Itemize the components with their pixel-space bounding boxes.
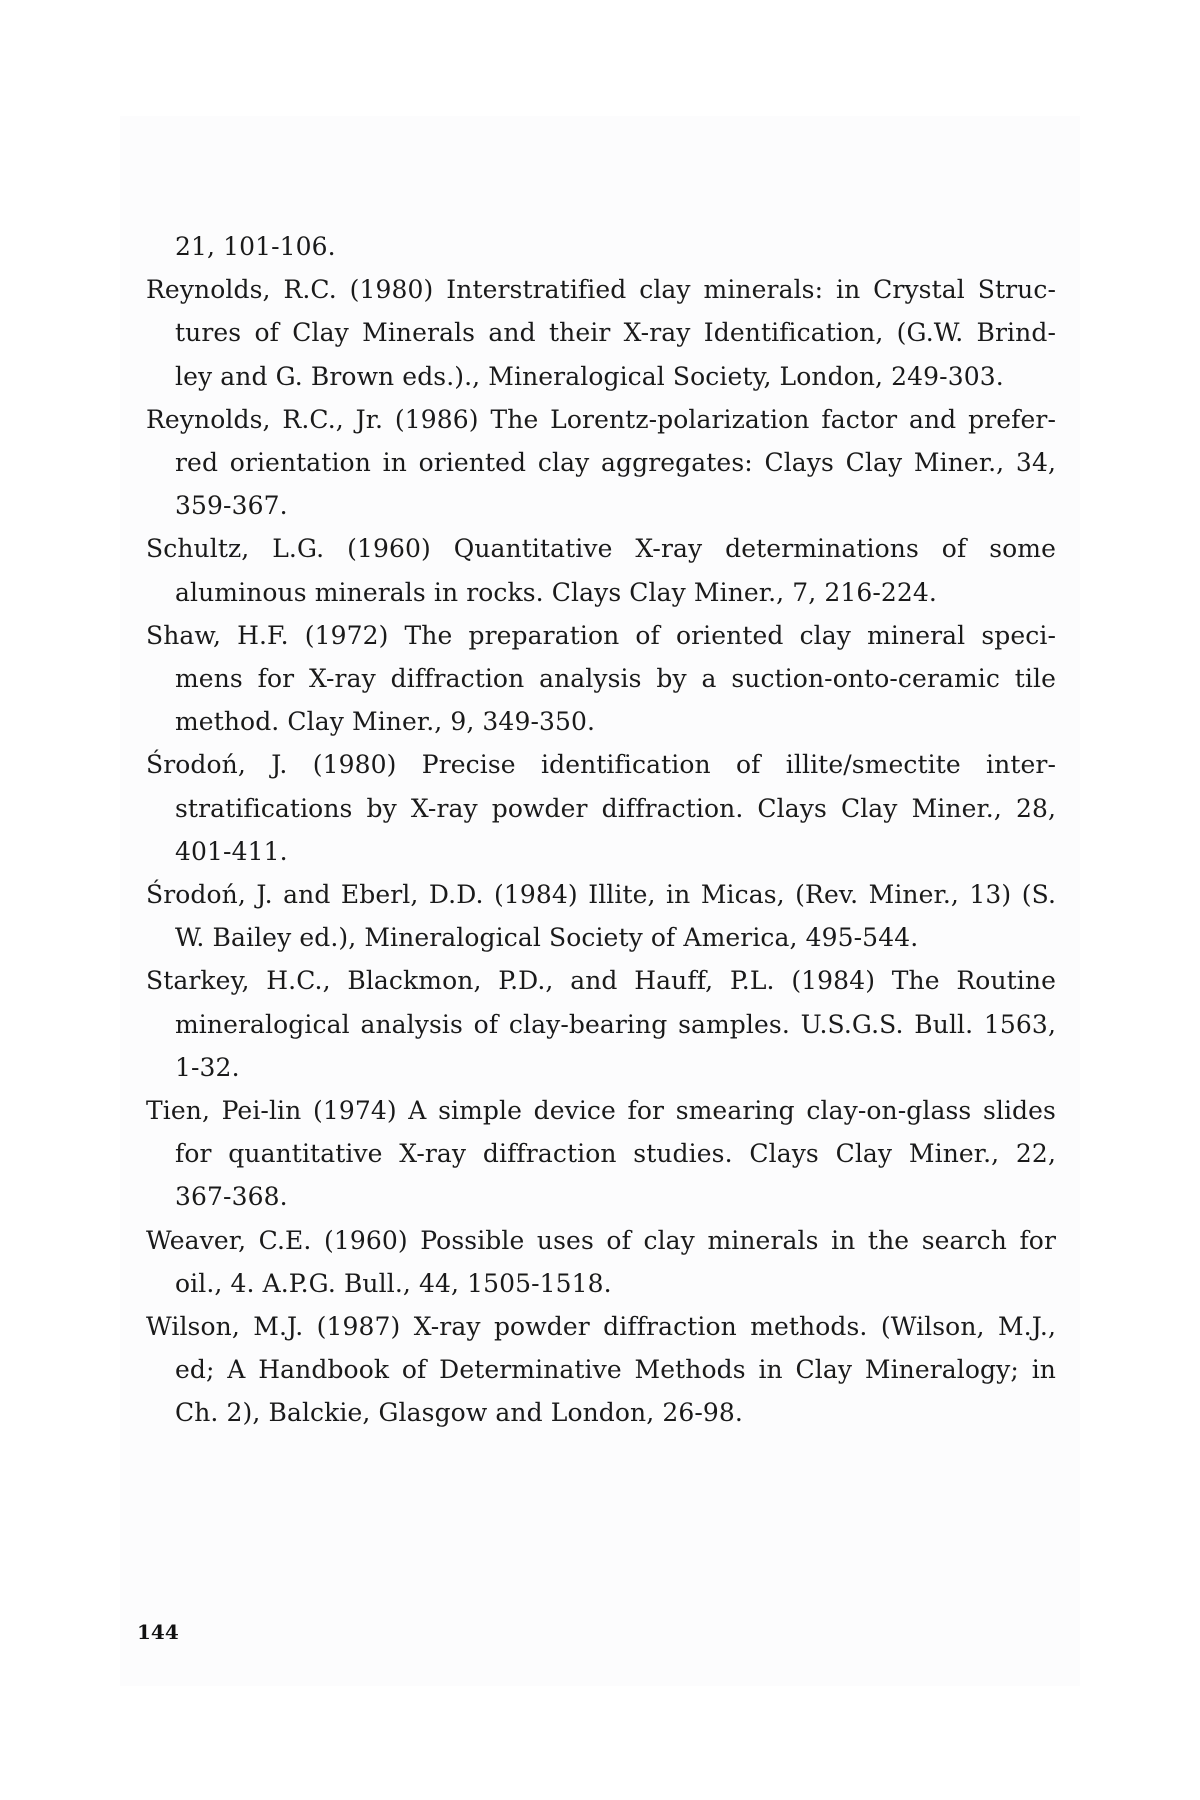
reference-line: stratifications by X-ray powder diffraction. Clays Clay Miner., 28, bbox=[175, 794, 1056, 823]
reference-line: oil., 4. A.P.G. Bull., 44, 1505-1518. bbox=[175, 1269, 612, 1298]
reference-entry-start: Środoń, J. (1980) Precise identification of illite/smectite inter- bbox=[146, 750, 1056, 779]
reference-line: Ch. 2), Balckie, Glasgow and London, 26-98. bbox=[175, 1398, 743, 1427]
reference-entry-start: Shaw, H.F. (1972) The preparation of oriented clay mineral speci- bbox=[146, 621, 1056, 650]
page-number: 144 bbox=[137, 1620, 179, 1644]
reference-line: mens for X-ray diffraction analysis by a suction-onto-ceramic tile bbox=[175, 664, 1056, 693]
reference-line: for quantitative X-ray diffraction studies. Clays Clay Miner., 22, bbox=[175, 1139, 1056, 1168]
reference-entry-start: Weaver, C.E. (1960) Possible uses of clay minerals in the search for bbox=[146, 1226, 1056, 1255]
reference-line: ley and G. Brown eds.)., Mineralogical Society, London, 249-303. bbox=[175, 362, 1004, 391]
reference-line: method. Clay Miner., 9, 349-350. bbox=[175, 707, 596, 736]
reference-line: W. Bailey ed.), Mineralogical Society of America, 495-544. bbox=[175, 923, 919, 952]
reference-entry-start: Środoń, J. and Eberl, D.D. (1984) Illite, in Micas, (Rev. Miner., 13) (S. bbox=[146, 880, 1056, 909]
reference-line: 401-411. bbox=[175, 837, 288, 866]
reference-entry-start: Reynolds, R.C. (1980) Interstratified clay minerals: in Crystal Struc- bbox=[146, 275, 1056, 304]
reference-line: 359-367. bbox=[175, 491, 288, 520]
reference-entry-start: Reynolds, R.C., Jr. (1986) The Lorentz-polarization factor and prefer- bbox=[146, 405, 1056, 434]
reference-entry-start: Starkey, H.C., Blackmon, P.D., and Hauff, P.L. (1984) The Routine bbox=[146, 966, 1056, 995]
reference-entry-start: Tien, Pei-lin (1974) A simple device for smearing clay-on-glass slides bbox=[146, 1096, 1056, 1125]
reference-line: mineralogical analysis of clay-bearing samples. U.S.G.S. Bull. 1563, bbox=[175, 1010, 1056, 1039]
reference-line: 1-32. bbox=[175, 1053, 240, 1082]
reference-line: aluminous minerals in rocks. Clays Clay Miner., 7, 216-224. bbox=[175, 578, 937, 607]
reference-line: 21, 101-106. bbox=[175, 232, 336, 261]
reference-line: tures of Clay Minerals and their X-ray Identification, (G.W. Brind- bbox=[175, 318, 1056, 347]
reference-line: red orientation in oriented clay aggregates: Clays Clay Miner., 34, bbox=[175, 448, 1056, 477]
reference-line: ed; A Handbook of Determinative Methods in Clay Mineralogy; in bbox=[175, 1355, 1056, 1384]
reference-line: 367-368. bbox=[175, 1182, 288, 1211]
reference-entry-start: Wilson, M.J. (1987) X-ray powder diffraction methods. (Wilson, M.J., bbox=[146, 1312, 1056, 1341]
reference-entry-start: Schultz, L.G. (1960) Quantitative X-ray determinations of some bbox=[146, 534, 1056, 563]
